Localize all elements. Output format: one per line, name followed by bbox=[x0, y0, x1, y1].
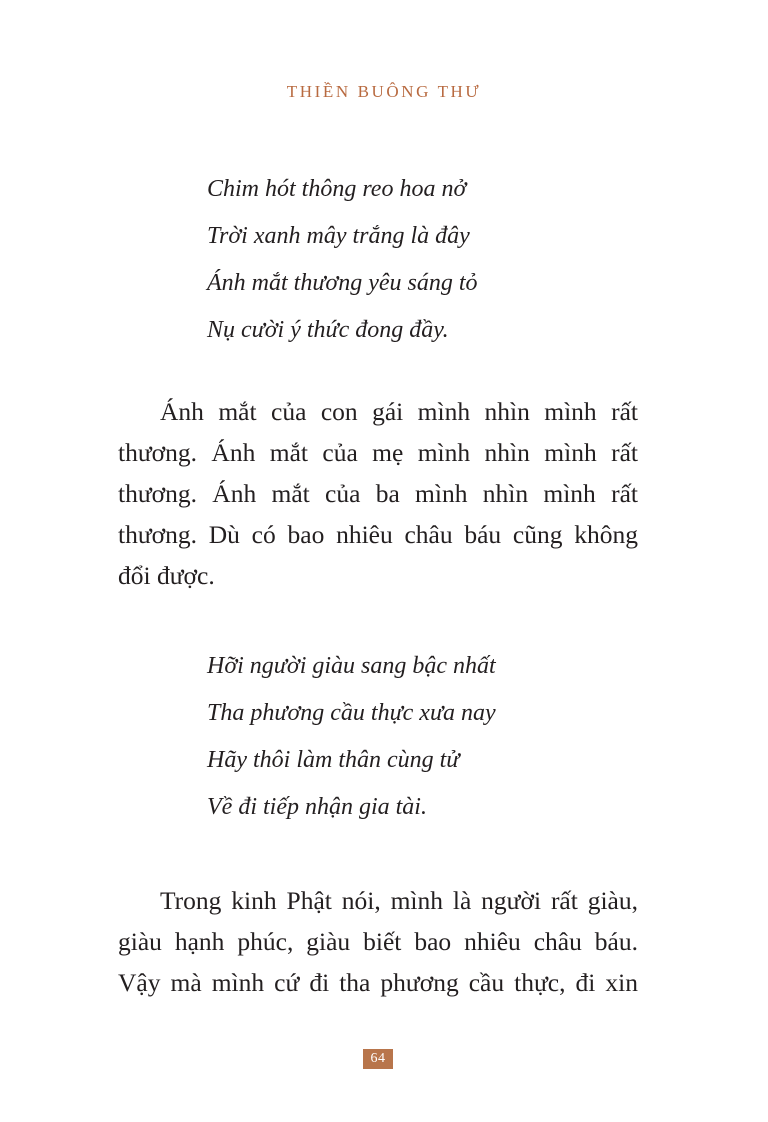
poem-line: Hãy thôi làm thân cùng tử bbox=[207, 747, 460, 773]
paragraph-line: Vậy mà mình cứ đi tha phương cầu thực, đi xin bbox=[118, 968, 638, 997]
poem-line: Ánh mắt thương yêu sáng tỏ bbox=[207, 270, 478, 296]
poem-stanza bbox=[207, 166, 478, 354]
poem-stanza bbox=[207, 643, 496, 831]
poem-line: Nụ cười ý thức đong đầy. bbox=[207, 317, 449, 343]
poem-line: Tha phương cầu thực xưa nay bbox=[207, 700, 496, 726]
paragraph-line: thương. Dù có bao nhiêu châu báu cũng không bbox=[118, 520, 638, 549]
paragraph-line: giàu hạnh phúc, giàu biết bao nhiêu châu báu. bbox=[118, 927, 638, 956]
paragraph-line: đổi được. bbox=[118, 561, 215, 590]
running-header: THIỀN BUÔNG THƯ bbox=[286, 82, 482, 101]
poem-line: Hỡi người giàu sang bậc nhất bbox=[207, 653, 496, 679]
poem-line: Về đi tiếp nhận gia tài. bbox=[207, 794, 427, 820]
paragraph-line: Ánh mắt của con gái mình nhìn mình rất bbox=[160, 397, 638, 426]
poem-line: Trời xanh mây trắng là đây bbox=[207, 223, 470, 249]
paragraph-line: thương. Ánh mắt của mẹ mình nhìn mình rất bbox=[118, 438, 638, 467]
body-paragraph bbox=[118, 880, 638, 1003]
body-paragraph bbox=[118, 391, 638, 596]
paragraph-line: Trong kinh Phật nói, mình là người rất giàu, bbox=[160, 886, 638, 915]
page-number: 64 bbox=[363, 1049, 393, 1069]
poem-line: Chim hót thông reo hoa nở bbox=[207, 176, 467, 202]
paragraph-line: thương. Ánh mắt của ba mình nhìn mình rất bbox=[118, 479, 638, 508]
